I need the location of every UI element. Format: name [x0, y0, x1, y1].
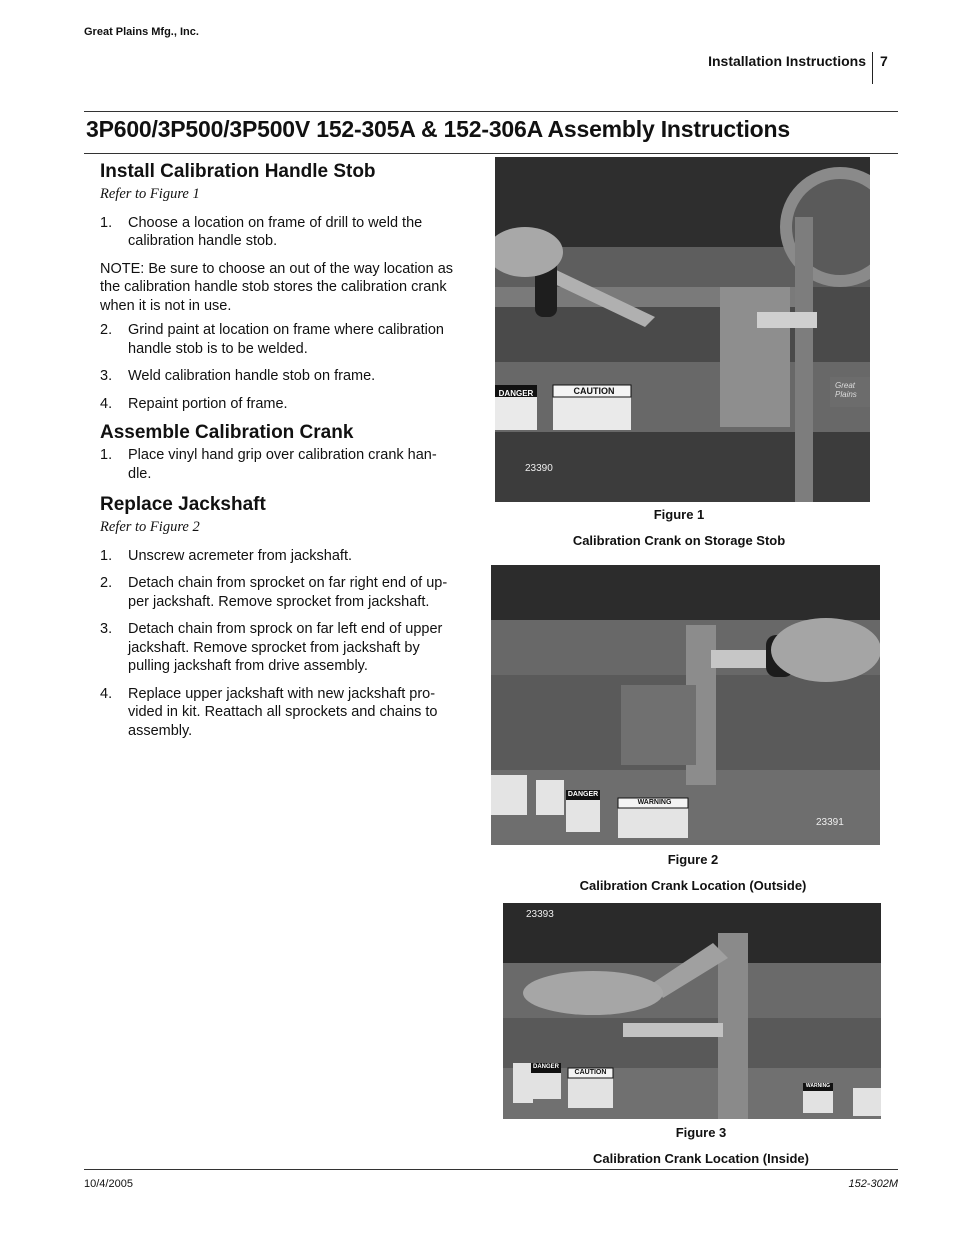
- figure-3-photo: [503, 903, 881, 1119]
- footer-date: 10/4/2005: [84, 1178, 133, 1190]
- section-heading: Install Calibration Handle Stob: [100, 161, 376, 182]
- company-name: Great Plains Mfg., Inc.: [84, 26, 199, 38]
- page-divider: [872, 52, 873, 84]
- figure-1-label: Figure 1: [653, 507, 705, 522]
- step-number: 4.: [100, 395, 113, 412]
- figure-1-photo: [495, 157, 870, 502]
- section-assemble-crank: [100, 421, 460, 483]
- decal-danger-label: DANGER: [532, 1064, 559, 1070]
- section-install-stob: [100, 160, 460, 413]
- step-number: 3.: [100, 621, 113, 637]
- photo-number: 23391: [816, 817, 844, 828]
- section-replace-jackshaft: [100, 493, 460, 740]
- step-number: 2.: [100, 575, 113, 591]
- decal-caution-label: CAUTION: [573, 386, 615, 396]
- photo-number: 23390: [525, 463, 553, 474]
- list-item: [100, 367, 460, 386]
- crank-photo-illustration: [495, 157, 870, 502]
- decal-caution-label: CAUTION: [574, 1069, 607, 1076]
- figure-3-label: Figure 3: [675, 1125, 727, 1140]
- note-text: NOTE: Be sure to choose an out of the way location as the calibration handle stob stores the calibration crank when it is not in use.: [100, 260, 454, 314]
- figure-reference: Refer to Figure 1: [100, 186, 200, 202]
- figure-2-label: Figure 2: [667, 852, 719, 867]
- step-number: 4.: [100, 685, 113, 702]
- step-text: Place vinyl hand grip over calibration crank han-dle.: [128, 447, 437, 482]
- list-item: [100, 446, 460, 483]
- section-heading: Assemble Calibration Crank: [100, 422, 354, 443]
- step-text: Unscrew acremeter from jackshaft.: [128, 547, 353, 564]
- figure-2-photo: [491, 565, 880, 845]
- decal-danger-label: DANGER: [567, 791, 599, 798]
- list-item: [100, 395, 460, 414]
- title-rule: [84, 153, 898, 154]
- step-text: Replace upper jackshaft with new jackshaft pro-vided in kit. Reattach all sprockets and chains to assembly.: [128, 685, 438, 739]
- step-text: Detach chain from sprock on far left end of upper jackshaft. Remove sprocket from jackshaft by pulling jackshaft from drive assembly.: [128, 621, 443, 674]
- page-number: 7: [880, 53, 888, 69]
- photo-number: 23393: [526, 909, 554, 920]
- bottom-rule: [84, 1169, 898, 1170]
- step-text: Detach chain from sprocket on far right end of up-per jackshaft. Remove sprocket from jackshaft.: [128, 575, 448, 610]
- step-number: 1.: [100, 547, 113, 564]
- footer-document-number: 152-302M: [848, 1178, 898, 1190]
- page-title: 3P600/3P500/3P500V 152-305A & 152-306A Assembly Instructions: [86, 116, 790, 142]
- step-number: 1.: [100, 214, 113, 231]
- list-item: [100, 685, 460, 741]
- decal-warning-label: WARNING: [637, 799, 672, 806]
- figure-1-caption: Calibration Crank on Storage Stob: [572, 533, 786, 548]
- step-number: 3.: [100, 368, 113, 384]
- figure-reference: Refer to Figure 2: [100, 519, 200, 535]
- section-heading: Replace Jackshaft: [100, 494, 266, 515]
- list-item: [100, 214, 460, 251]
- list-item: [100, 547, 460, 566]
- step-number: 1.: [100, 447, 113, 463]
- list-item: [100, 574, 460, 611]
- step-text: Choose a location on frame of drill to weld the calibration handle stob.: [128, 214, 423, 249]
- decal-danger-label: DANGER: [498, 389, 534, 398]
- section-name: Installation Instructions: [708, 53, 866, 69]
- step-text: Repaint portion of frame.: [128, 395, 288, 412]
- figure-3-caption: Calibration Crank Location (Inside): [593, 1151, 809, 1166]
- step-text: Grind paint at location on frame where calibration handle stob is to be welded.: [128, 322, 444, 357]
- decal-warning-label: WARNING: [805, 1083, 831, 1089]
- figure-2-caption: Calibration Crank Location (Outside): [579, 878, 807, 893]
- list-item: [100, 321, 460, 358]
- top-rule: [84, 111, 898, 112]
- decal-brand-label: Great Plains: [835, 381, 857, 399]
- step-number: 2.: [100, 322, 113, 338]
- list-item: [100, 620, 460, 676]
- step-text: Weld calibration handle stob on frame.: [128, 368, 376, 384]
